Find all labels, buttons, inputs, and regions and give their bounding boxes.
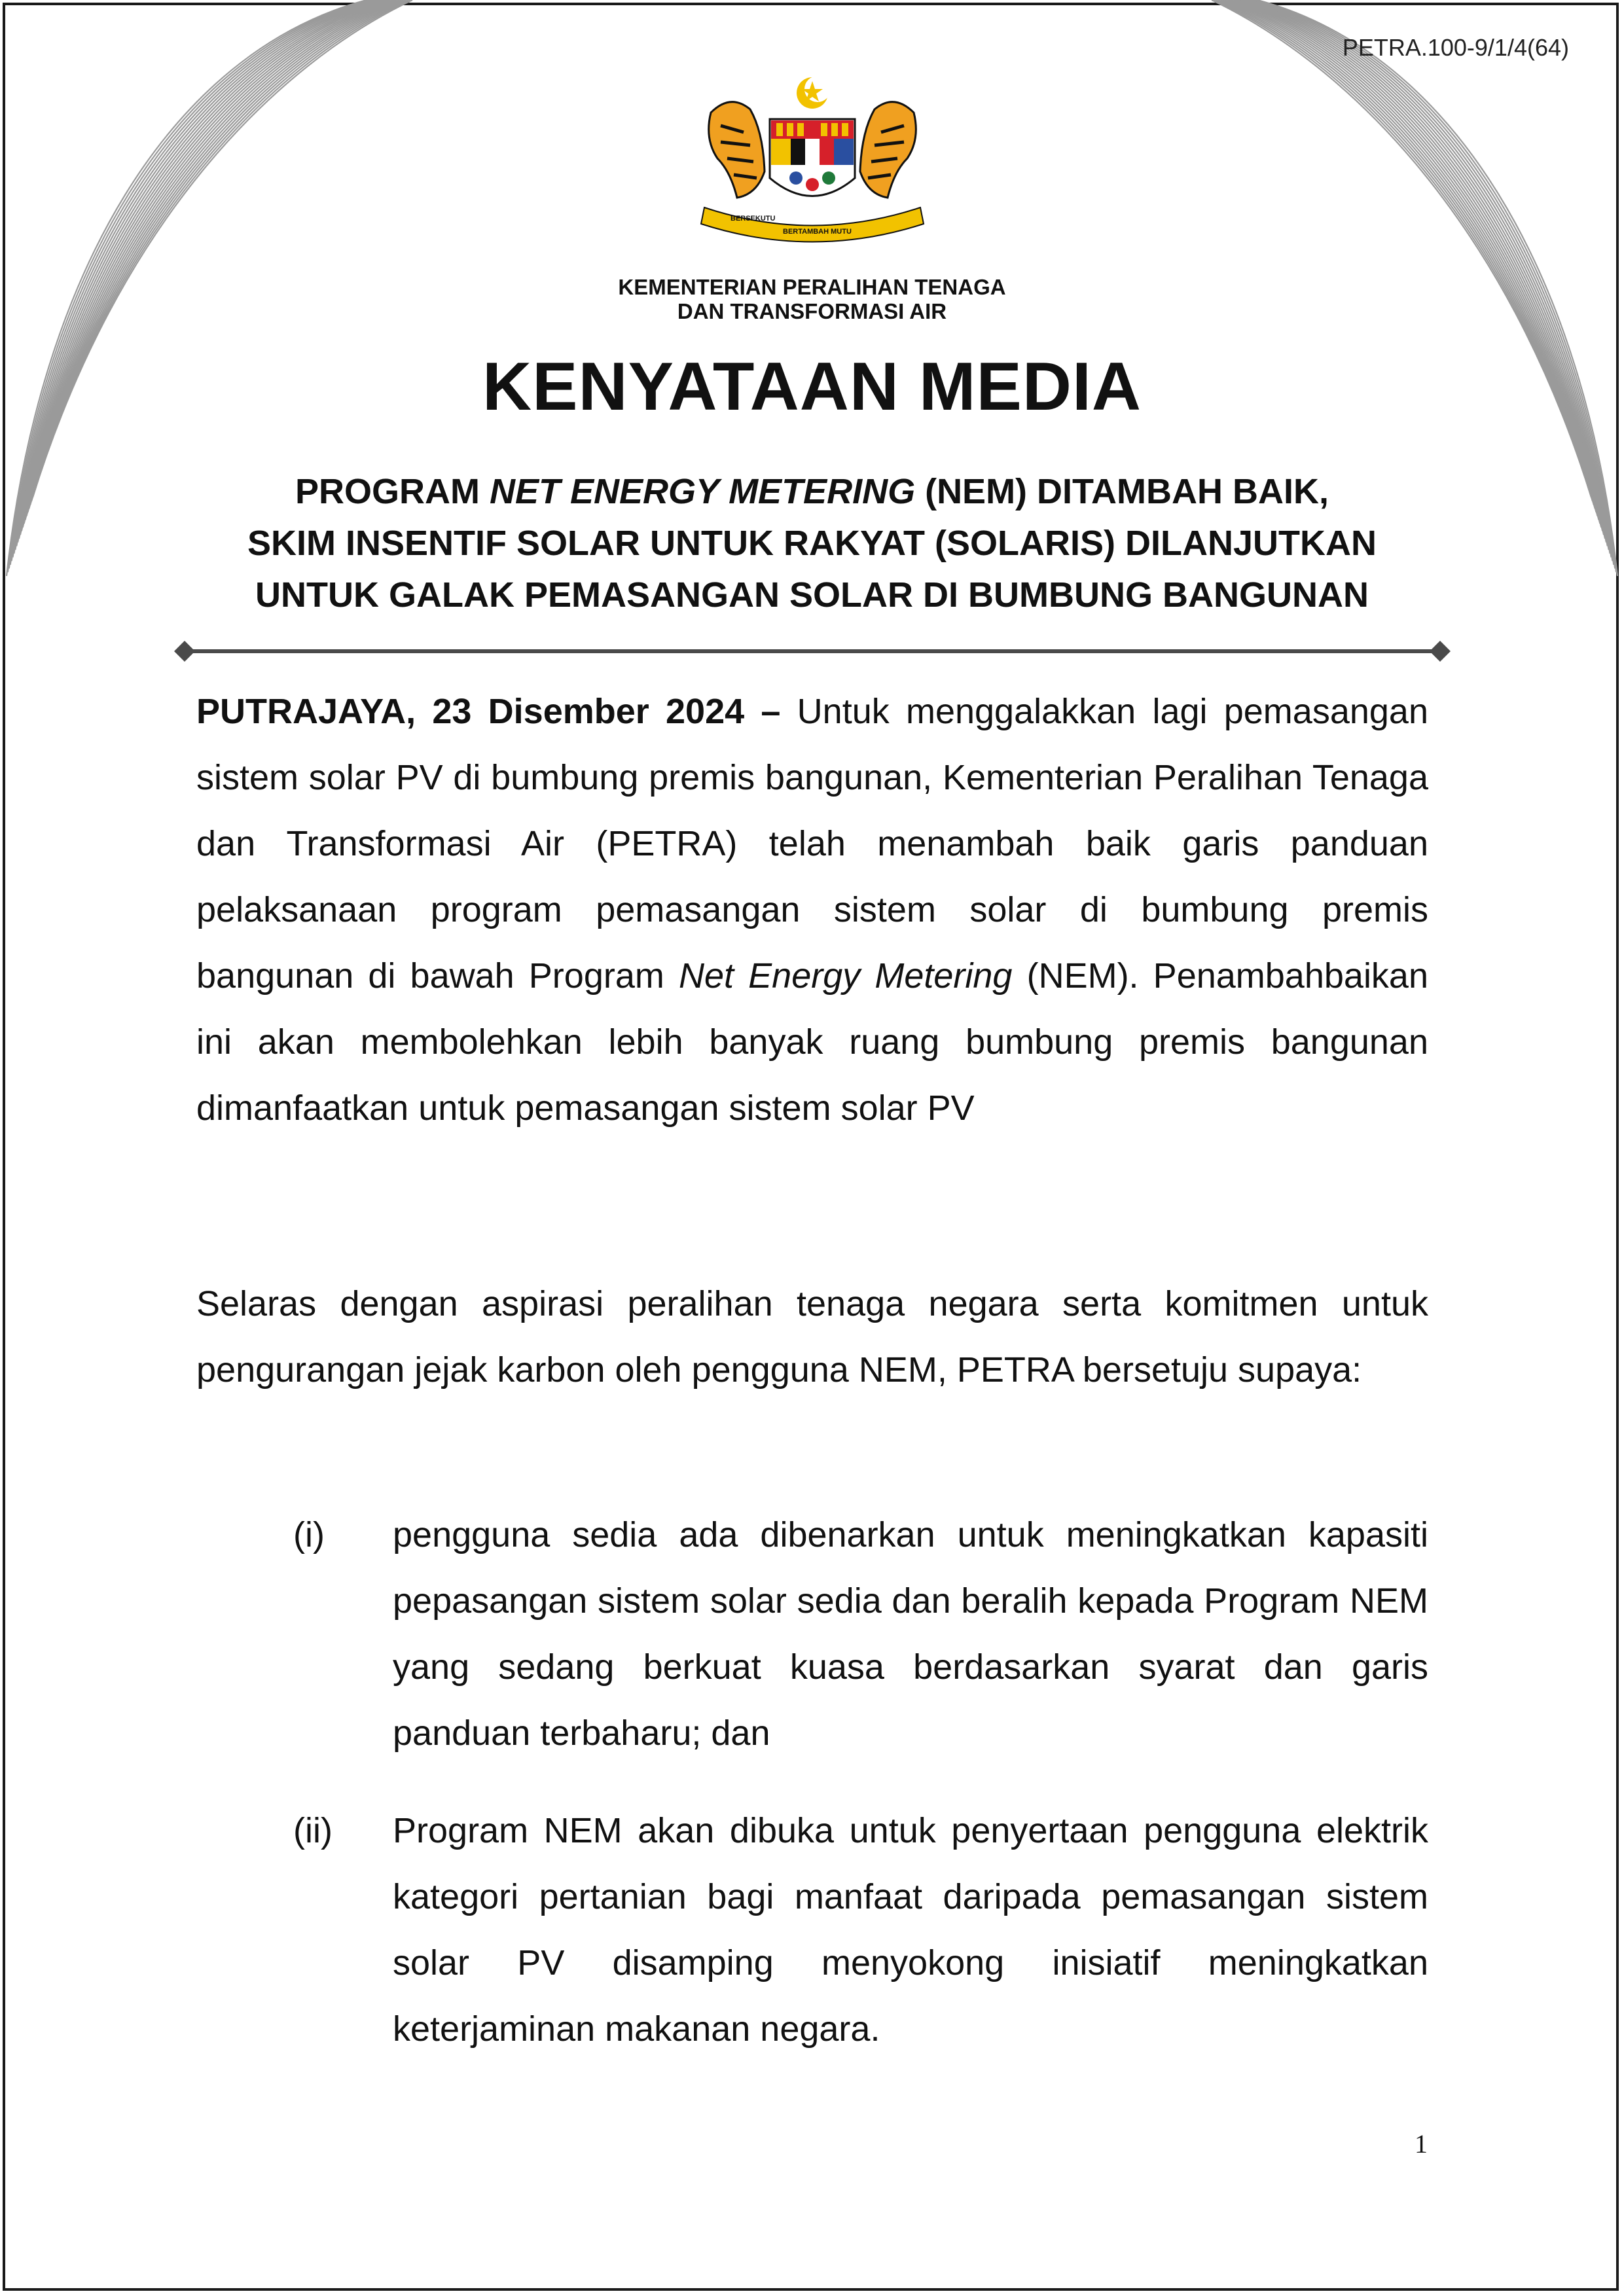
wave-line: [1240, 0, 1607, 546]
wave-line: [27, 0, 403, 512]
wave-line: [1227, 0, 1600, 524]
ministry-name-line1: KEMENTERIAN PERALIHAN TENAGA: [618, 275, 1006, 299]
crest-motto-left: BERSEKUTU: [731, 215, 776, 223]
wave-line: [20, 0, 391, 535]
wave-line: [1216, 0, 1594, 505]
document-title: KENYATAAN MEDIA: [482, 349, 1142, 425]
crest-motto-right: BERTAMBAH MUTU: [783, 228, 852, 236]
headline-line1-post: (NEM) DITAMBAH BAIK,: [915, 472, 1329, 511]
wave-line: [29, 0, 406, 509]
ministry-name-line2: DAN TRANSFORMASI AIR: [677, 299, 947, 323]
wave-line: [1229, 0, 1602, 528]
reference-number: PETRA.100-9/1/4(64): [1342, 34, 1569, 61]
headline-line1: [0, 466, 1624, 518]
headline: [0, 466, 1624, 621]
headline-line2: SKIM INSENTIF SOLAR UNTUK RAKYAT (SOLARIS) DILANJUTKAN: [247, 524, 1377, 563]
headline-line3: UNTUK GALAK PEMASANGAN SOLAR DI BUMBUNG BANGUNAN: [255, 575, 1369, 615]
paragraph-1-text-a: Untuk menggalakkan lagi pemasangan sistem solar PV di bumbung premis bangunan, Kementerian Peralihan Tenaga dan Transformasi Air (PETRA) telah menambah baik garis panduan pelaksanaan program pemasangan sistem solar di bumbung premis bangunan di bawah Program: [196, 692, 1428, 996]
wave-line: [1225, 0, 1598, 520]
headline-line1-italic: NET ENERGY METERING: [489, 472, 916, 511]
list-item-number: (ii): [293, 1811, 333, 1850]
wave-line: [1236, 0, 1605, 539]
paragraph-1-text-b: (NEM). Penambahbaikan ini akan membolehkan lebih banyak ruang bumbung premis bangunan dimanfaatkan untuk pemasangan sistem solar PV: [196, 956, 1429, 1128]
list-item-text: pengguna sedia ada dibenarkan untuk meningkatkan kapasiti pepasangan sistem solar sedia dan beralih kepada Program NEM yang sedang berkuat kuasa berdasarkan syarat dan garis panduan terbaharu; dan: [393, 1515, 1428, 1753]
wave-line: [1231, 0, 1602, 531]
wave-line: [1233, 0, 1604, 535]
wave-line: [23, 0, 395, 528]
wave-line: [1220, 0, 1596, 512]
wave-line: [30, 0, 408, 505]
list-item-number: (i): [293, 1515, 325, 1554]
paragraph-1-italic: Net Energy Metering: [678, 956, 1013, 996]
wave-line: [16, 0, 384, 546]
wave-line: [1218, 0, 1595, 509]
wave-line: [24, 0, 397, 524]
wave-line: [19, 0, 388, 539]
wave-line: [26, 0, 401, 516]
ministry-name: [0, 275, 1624, 323]
malaysia-coat-of-arms-icon: [691, 73, 933, 243]
paragraph-1: [196, 679, 1428, 1141]
page-number: 1: [1415, 2129, 1428, 2159]
dateline: PUTRAJAYA, 23 Disember 2024 –: [196, 692, 781, 731]
wave-line: [18, 0, 386, 543]
wave-line: [22, 0, 393, 531]
wave-line: [26, 0, 399, 520]
wave-line: [1238, 0, 1606, 543]
list-item-text: Program NEM akan dibuka untuk penyertaan pengguna elektrik kategori pertanian bagi manfaat daripada pemasangan sistem solar PV disamping menyokong inisiatif meningkatkan keterjaminan makanan negara.: [393, 1811, 1428, 2049]
paragraph-2: Selaras dengan aspirasi peralihan tenaga negara serta komitmen untuk pengurangan jejak karbon oleh pengguna NEM, PETRA bersetuju supaya:: [196, 1284, 1428, 1390]
headline-line1-pre: PROGRAM: [295, 472, 490, 511]
headline-divider: [171, 638, 1453, 664]
wave-line: [1223, 0, 1598, 516]
